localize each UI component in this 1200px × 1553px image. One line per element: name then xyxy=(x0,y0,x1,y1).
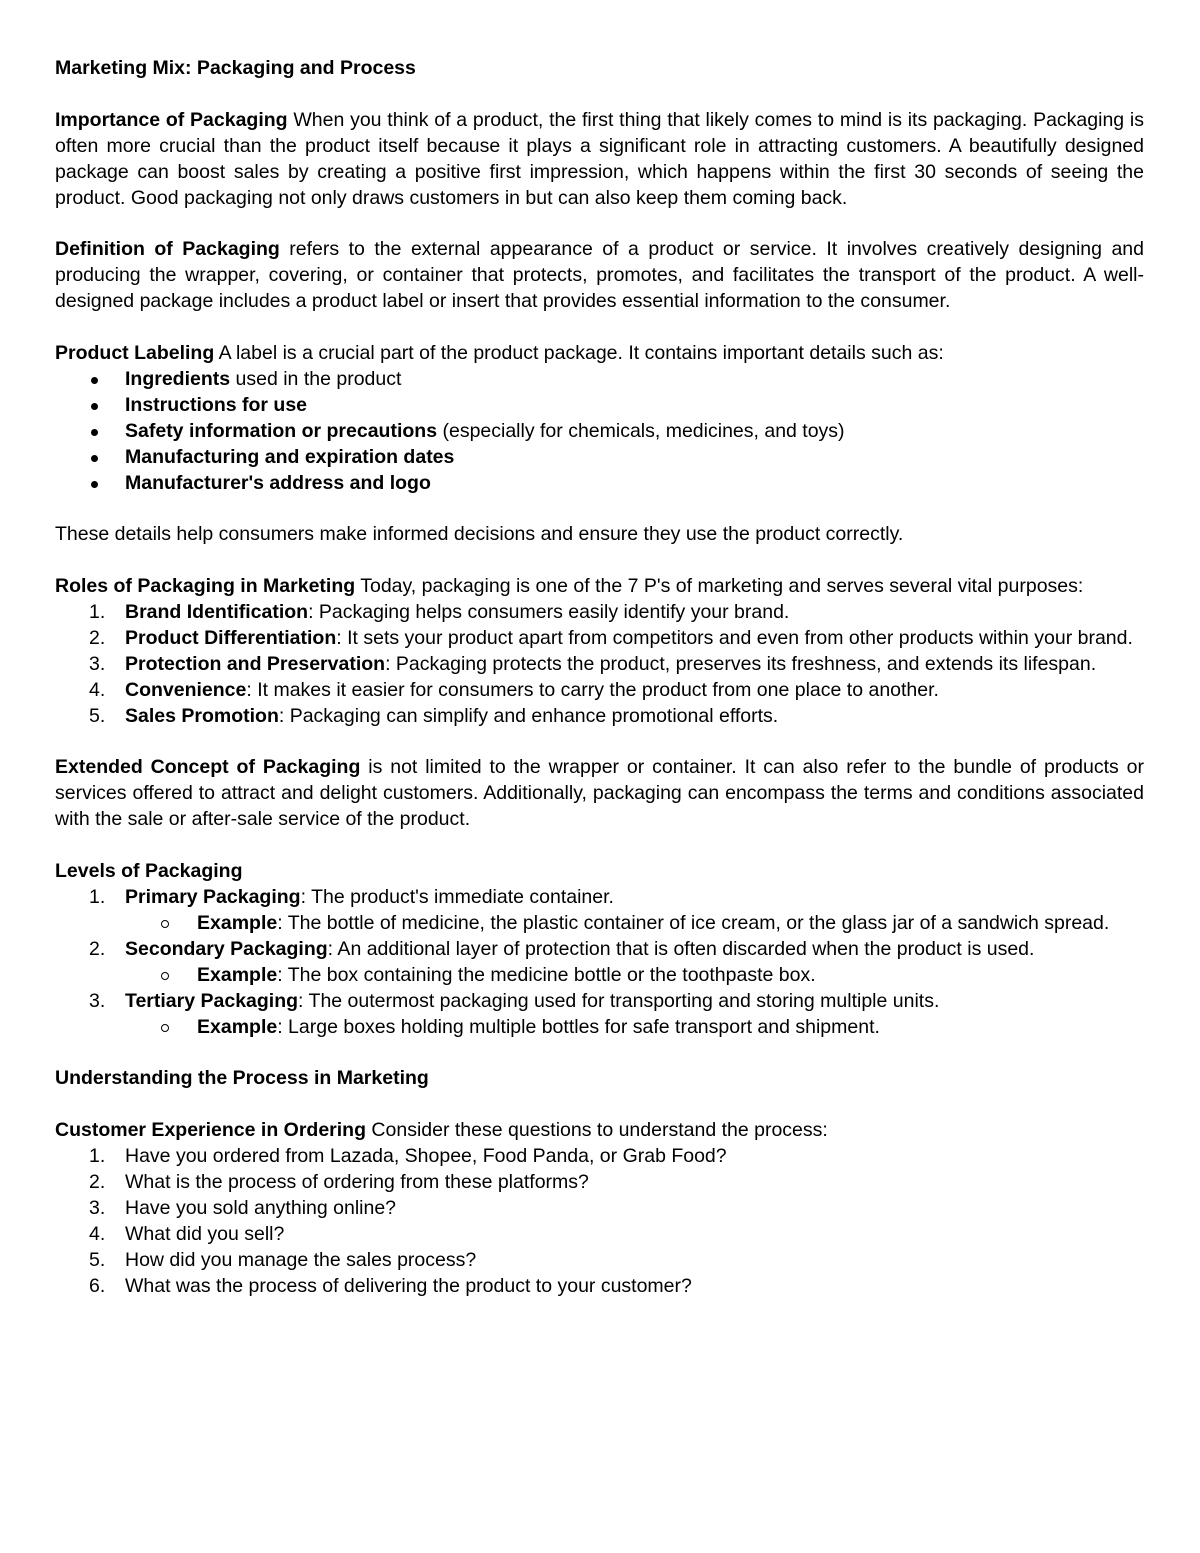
labeling-list xyxy=(55,367,1144,497)
list-item-text: : The outermost packaging used for transporting and storing multiple units. xyxy=(298,989,940,1012)
list-item-text: : An additional layer of protection that is often discarded when the product is used. xyxy=(327,937,1035,960)
list-item-text: Have you sold anything online? xyxy=(125,1196,397,1219)
ordering-paragraph xyxy=(55,1118,1144,1144)
list-item-bold: Manufacturing and expiration dates xyxy=(125,445,455,468)
list-number: 5. xyxy=(89,704,106,727)
list-item-bold: Ingredients xyxy=(125,367,231,390)
labeling-after-text: These details help consumers make informed decisions and ensure they use the product correctly. xyxy=(55,523,904,546)
list-item xyxy=(55,937,1144,989)
list-item xyxy=(55,600,1144,626)
list-item-bold: Sales Promotion xyxy=(125,704,279,727)
document-page xyxy=(55,56,1144,1299)
list-item-text: : It makes it easier for consumers to carry the product from one place to another. xyxy=(246,678,939,701)
list-item-text: What did you sell? xyxy=(125,1222,285,1245)
importance-heading: Importance of Packaging xyxy=(55,108,288,131)
list-number: 6. xyxy=(89,1274,106,1297)
list-item-text: : Packaging protects the product, preserves its freshness, and extends its lifespan. xyxy=(385,652,1097,675)
circle-bullet-icon xyxy=(161,1024,169,1032)
example-label: Example xyxy=(197,1015,278,1038)
list-item xyxy=(55,1196,1144,1222)
definition-text: refers to the external appearance of a product or service. It involves creatively designing and producing the wrapper, covering, or container that protects, promotes, and facilitates the transport of the product. A well-designed package includes a product label or insert that provides essential information to the consumer. xyxy=(55,238,1144,313)
list-item xyxy=(55,1144,1144,1170)
roles-list xyxy=(55,600,1144,730)
list-item-bold: Secondary Packaging xyxy=(125,937,328,960)
list-item xyxy=(55,367,1144,393)
labeling-heading: Product Labeling xyxy=(55,342,215,365)
bullet-icon xyxy=(91,455,98,462)
list-item xyxy=(55,471,1144,497)
list-number: 1. xyxy=(89,601,106,624)
bullet-icon xyxy=(91,377,98,384)
process-heading: Understanding the Process in Marketing xyxy=(55,1067,429,1090)
list-number: 3. xyxy=(89,989,106,1012)
circle-bullet-icon xyxy=(161,972,169,980)
list-item xyxy=(55,419,1144,445)
list-number: 3. xyxy=(89,652,106,675)
bullet-icon xyxy=(91,481,98,488)
list-item-bold: Manufacturer's address and logo xyxy=(125,471,431,494)
list-number: 1. xyxy=(89,1145,106,1168)
list-number: 3. xyxy=(89,1196,106,1219)
list-item-bold: Instructions for use xyxy=(125,393,308,416)
list-item xyxy=(55,652,1144,678)
list-item xyxy=(55,393,1144,419)
levels-heading: Levels of Packaging xyxy=(55,860,243,883)
example-label: Example xyxy=(197,963,278,986)
definition-paragraph xyxy=(55,237,1144,315)
example-list xyxy=(125,1015,1144,1041)
list-number: 2. xyxy=(89,1170,106,1193)
levels-list xyxy=(55,885,1144,1040)
example-item xyxy=(55,963,1144,989)
example-text: : The box containing the medicine bottle or the toothpaste box. xyxy=(277,963,816,986)
list-number: 2. xyxy=(89,626,106,649)
definition-heading: Definition of Packaging xyxy=(55,238,280,261)
extended-heading: Extended Concept of Packaging xyxy=(55,756,361,779)
list-item-text: Have you ordered from Lazada, Shopee, Food Panda, or Grab Food? xyxy=(125,1145,727,1168)
roles-paragraph xyxy=(55,574,1144,600)
list-item xyxy=(55,885,1144,937)
example-item xyxy=(55,1015,1144,1041)
example-item xyxy=(55,911,1144,937)
list-number: 4. xyxy=(89,678,106,701)
extended-paragraph xyxy=(55,755,1144,833)
list-item-text: (especially for chemicals, medicines, and toys) xyxy=(437,419,845,442)
extended-text: is not limited to the wrapper or container. It can also refer to the bundle of products or services offered to attract and delight customers. Additionally, packaging can encompass the terms and conditions associated with the sale or after-sale service of the product. xyxy=(55,756,1144,831)
list-item-bold: Primary Packaging xyxy=(125,886,301,908)
bullet-icon xyxy=(91,429,98,436)
list-item xyxy=(55,445,1144,471)
list-item xyxy=(55,1248,1144,1274)
list-number: 2. xyxy=(89,937,106,960)
list-item xyxy=(55,1274,1144,1300)
list-item-text: : Packaging helps consumers easily identify your brand. xyxy=(308,601,790,624)
list-item-bold: Safety information or precautions xyxy=(125,419,438,442)
ordering-text: Consider these questions to understand the process: xyxy=(366,1119,828,1142)
list-item-text: What was the process of delivering the product to your customer? xyxy=(125,1274,692,1297)
ordering-list xyxy=(55,1144,1144,1299)
list-number: 1. xyxy=(89,886,106,908)
example-text: : The bottle of medicine, the plastic container of ice cream, or the glass jar of a sandwich spread. xyxy=(277,911,1110,934)
list-number: 5. xyxy=(89,1248,106,1271)
list-item xyxy=(55,1222,1144,1248)
list-number: 4. xyxy=(89,1222,106,1245)
list-item-text: : It sets your product apart from competitors and even from other products within your brand. xyxy=(336,626,1133,649)
list-item-text: : The product's immediate container. xyxy=(300,886,614,908)
labeling-text: A label is a crucial part of the product package. It contains important details such as: xyxy=(214,342,944,365)
list-item xyxy=(55,989,1144,1041)
example-text: : Large boxes holding multiple bottles for safe transport and shipment. xyxy=(277,1015,880,1038)
list-item-bold: Product Differentiation xyxy=(125,626,337,649)
list-item xyxy=(55,678,1144,704)
document-title: Marketing Mix: Packaging and Process xyxy=(55,57,416,79)
importance-paragraph xyxy=(55,108,1144,212)
list-item-bold: Convenience xyxy=(125,678,247,701)
importance-text: When you think of a product, the first thing that likely comes to mind is its packaging. Packaging is often more crucial than the product itself because it plays a significant role in attracting customers. A beautifully designed package can boost sales by creating a positive first impression, which happens within the first 30 seconds of seeing the product. Good packaging not only draws customers in but can also keep them coming back. xyxy=(55,108,1144,209)
list-item-bold: Tertiary Packaging xyxy=(125,989,299,1012)
levels-heading-line xyxy=(55,859,1144,885)
ordering-heading: Customer Experience in Ordering xyxy=(55,1119,367,1142)
example-list xyxy=(125,963,1144,989)
example-list xyxy=(125,911,1144,937)
list-item-text: How did you manage the sales process? xyxy=(125,1248,477,1271)
list-item-text: used in the product xyxy=(230,367,402,390)
roles-text: Today, packaging is one of the 7 P's of marketing and serves several vital purposes: xyxy=(355,575,1084,598)
list-item-text: What is the process of ordering from these platforms? xyxy=(125,1170,589,1193)
roles-heading: Roles of Packaging in Marketing xyxy=(55,575,356,598)
list-item-bold: Protection and Preservation xyxy=(125,652,386,675)
process-heading-line xyxy=(55,1066,1144,1092)
labeling-paragraph xyxy=(55,341,1144,367)
example-label: Example xyxy=(197,911,278,934)
list-item-text: : Packaging can simplify and enhance promotional efforts. xyxy=(278,704,779,727)
list-item xyxy=(55,626,1144,652)
list-item-bold: Brand Identification xyxy=(125,601,309,624)
circle-bullet-icon xyxy=(161,920,169,928)
list-item xyxy=(55,1170,1144,1196)
bullet-icon xyxy=(91,403,98,410)
list-item xyxy=(55,704,1144,730)
